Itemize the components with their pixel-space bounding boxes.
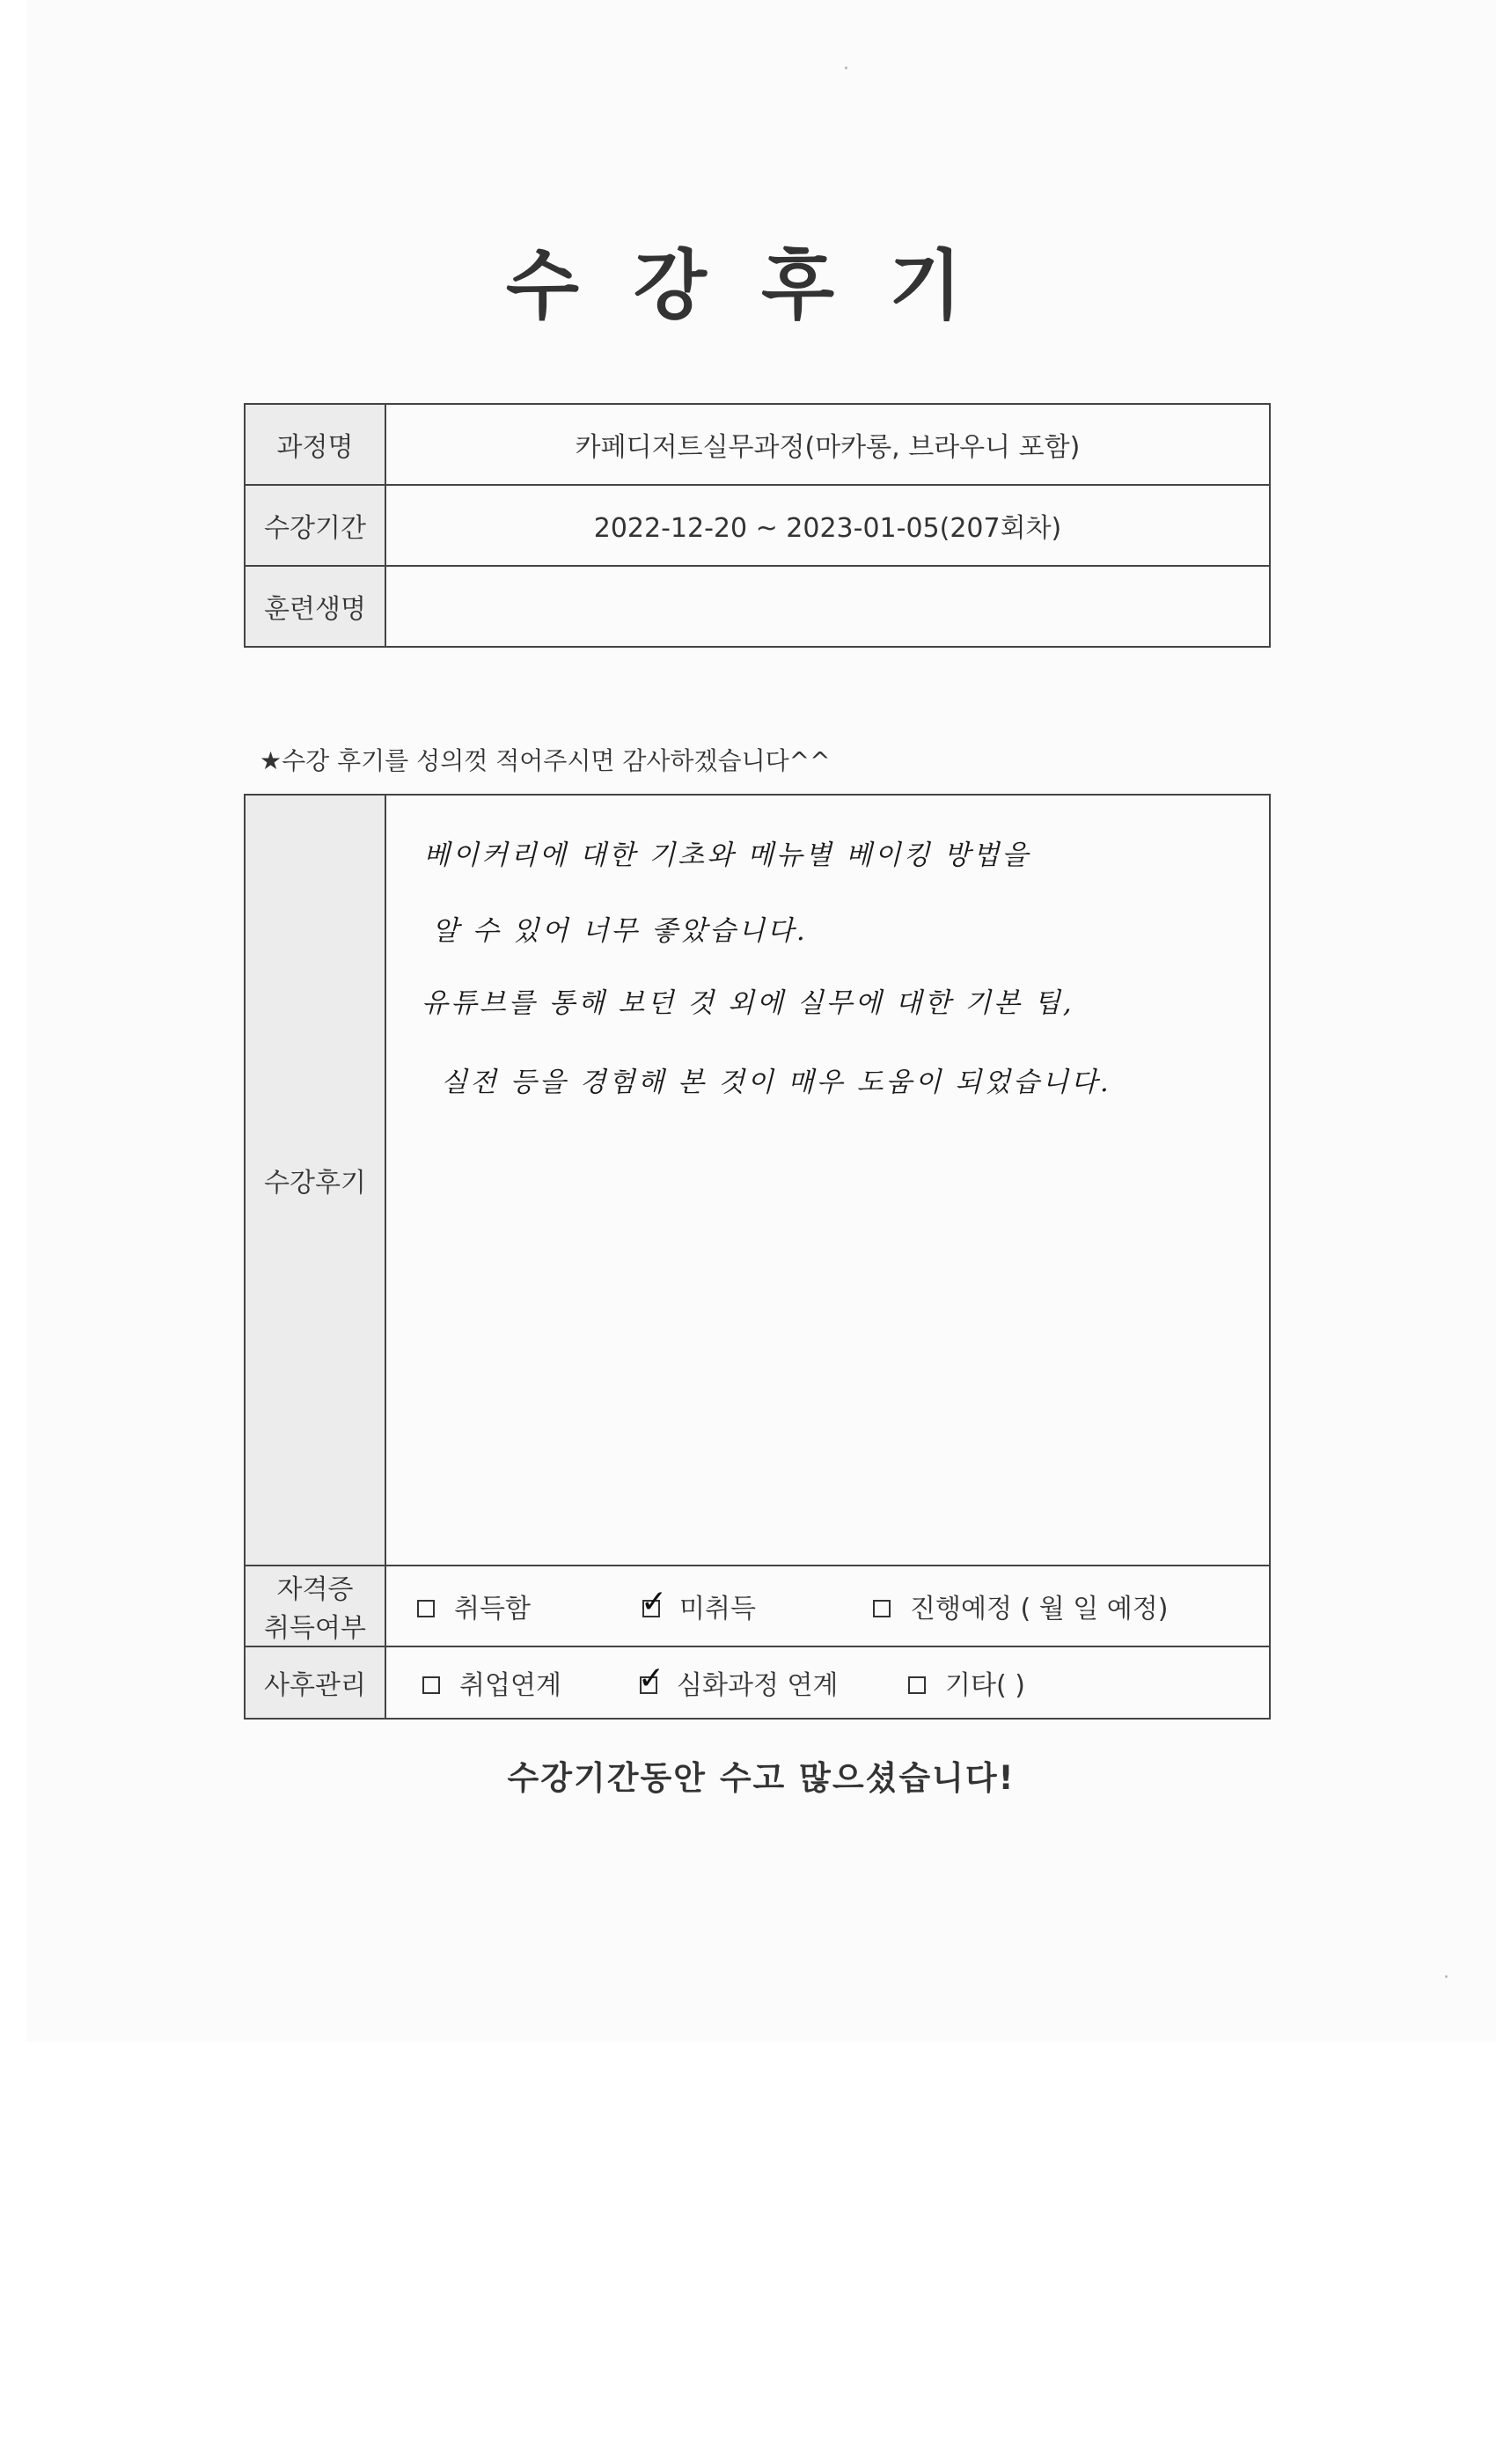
- handwritten-line-2: 알 수 있어 너무 좋았습니다.: [432, 915, 808, 947]
- review-table: [244, 794, 1271, 1720]
- aftercare-row: [245, 1646, 1270, 1719]
- checkbox-job-link[interactable]: [422, 1676, 440, 1694]
- checkbox-other[interactable]: [908, 1676, 926, 1694]
- course-name-value: 카페디저트실무과정(마카롱, 브라우니 포함): [385, 404, 1270, 485]
- option-job-link[interactable]: 취업연계: [422, 1663, 561, 1702]
- option-not-acquired[interactable]: ✓ 미취득: [641, 1583, 756, 1624]
- instruction-note: ★수강 후기를 성의껏 적어주시면 감사하겠습니다^^: [260, 746, 831, 775]
- trainee-row: [245, 566, 1270, 647]
- course-name-row: [245, 404, 1270, 485]
- qualification-options: [385, 1566, 1270, 1646]
- course-info-table: [244, 403, 1271, 648]
- option-other[interactable]: 기타( ): [908, 1663, 1025, 1702]
- course-name-label: 과정명: [245, 404, 385, 485]
- trainee-name-value: [385, 566, 1270, 647]
- review-text-area: [385, 795, 1270, 1566]
- aftercare-label: 사후관리: [245, 1646, 385, 1719]
- period-label: 수강기간: [245, 485, 385, 566]
- checkbox-not-acquired-checked[interactable]: [641, 1583, 668, 1620]
- check-mark-icon: ✓: [638, 1660, 665, 1697]
- checkbox-scheduled[interactable]: [873, 1600, 891, 1617]
- checkbox-advanced-course-checked[interactable]: [638, 1660, 665, 1697]
- option-acquired[interactable]: 취득함: [417, 1587, 531, 1625]
- period-row: [245, 485, 1270, 566]
- scan-speck: ·: [843, 58, 849, 80]
- qualification-label-line-2: 취득여부: [264, 1613, 366, 1644]
- qualification-label-line-1: 자격증: [276, 1574, 354, 1605]
- option-advanced-course-link[interactable]: ✓ 심화과정 연계: [638, 1660, 839, 1701]
- trainee-name-label: 훈련생명: [245, 566, 385, 647]
- closing-message: 수강기간동안 수고 많으셨습니다!: [507, 1759, 1016, 1797]
- checkbox-acquired[interactable]: [417, 1600, 435, 1617]
- option-scheduled[interactable]: 진행예정 ( 월 일 예정): [873, 1587, 1168, 1625]
- document-title: 수강후기: [505, 242, 1017, 330]
- handwritten-line-4: 실전 등을 경험해 본 것이 매우 도움이 되었습니다.: [441, 1067, 1111, 1098]
- review-label: 수강후기: [245, 795, 385, 1566]
- qualification-row: [245, 1566, 1270, 1646]
- qualification-label: [245, 1566, 385, 1646]
- review-row: [245, 795, 1270, 1566]
- scan-speck: ·: [1443, 1967, 1449, 1989]
- handwritten-line-1: 베이커리에 대한 기초와 메뉴별 베이킹 방법을: [423, 840, 1031, 871]
- handwritten-line-3: 유튜브를 통해 보던 것 외에 실무에 대한 기본 팁,: [422, 987, 1074, 1019]
- check-mark-icon: ✓: [641, 1583, 668, 1620]
- period-value: 2022-12-20 ~ 2023-01-05(207회차): [385, 485, 1270, 566]
- aftercare-options: [385, 1646, 1270, 1719]
